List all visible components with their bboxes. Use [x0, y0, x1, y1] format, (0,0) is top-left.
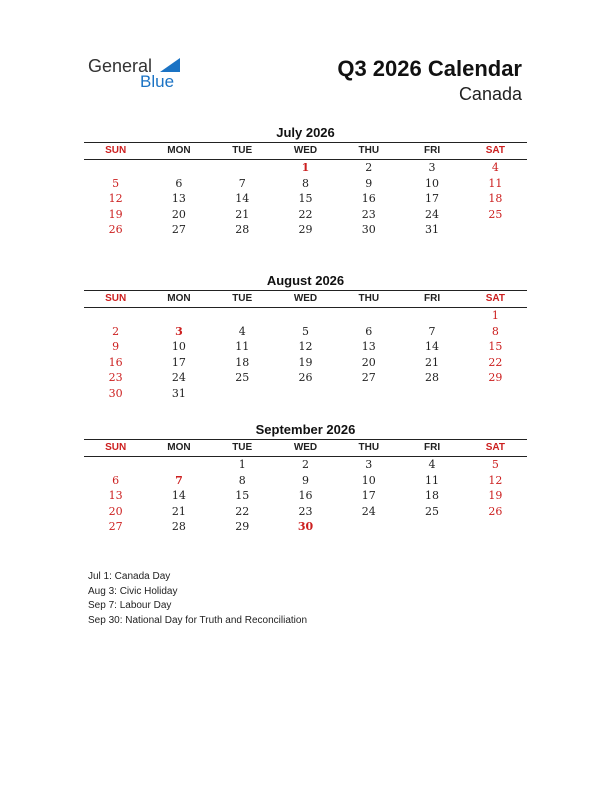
day-cell: 30 [361, 223, 376, 236]
day-cell: 25 [488, 207, 503, 221]
day-cell: 24 [425, 207, 440, 221]
day-cell: 12 [488, 473, 503, 487]
day-cell: 28 [235, 223, 250, 236]
empty-day-cell [274, 386, 337, 402]
day-cell: 19 [108, 207, 123, 221]
logo-blue-text: Blue [140, 72, 175, 91]
day-cell: 27 [108, 520, 123, 533]
day-cell: 2 [365, 161, 373, 174]
empty-day-cell [147, 160, 210, 176]
week-row [84, 160, 527, 176]
empty-day-cell [147, 308, 210, 324]
day-cell: 14 [425, 340, 440, 353]
day-cell: 16 [298, 489, 313, 502]
weekday-label: SUN [105, 145, 127, 156]
day-cell: 16 [108, 355, 123, 369]
weekday-label: SAT [485, 293, 505, 304]
day-cell: 7 [238, 176, 246, 190]
day-cell: 6 [112, 473, 120, 487]
day-cell: 24 [171, 371, 186, 384]
day-cell: 8 [301, 176, 309, 190]
week-row [84, 386, 527, 402]
day-cell: 6 [365, 324, 373, 338]
weekday-header [84, 142, 527, 160]
day-cell: 20 [108, 504, 123, 518]
day-cell: 26 [488, 504, 503, 518]
weekday-label: FRI [423, 442, 441, 453]
weekday-label: MON [167, 293, 191, 304]
empty-day-cell [211, 386, 274, 402]
weekday-label: WED [293, 293, 318, 304]
day-cell: 25 [425, 504, 440, 518]
day-cell: 28 [171, 520, 186, 533]
logo-general-text: General [88, 56, 153, 76]
day-cell: 19 [488, 489, 503, 502]
day-cell: 1 [238, 458, 246, 471]
empty-day-cell [400, 386, 463, 402]
weekday-label: FRI [423, 293, 441, 304]
weekday-label: THU [358, 145, 380, 156]
day-cell: 19 [298, 355, 313, 369]
weekday-header [84, 290, 527, 308]
week-row [84, 519, 527, 535]
day-cell: 3 [175, 324, 183, 338]
day-cell: 23 [108, 371, 123, 384]
day-cell: 22 [488, 355, 503, 369]
day-cell: 18 [425, 489, 440, 502]
week-row [84, 191, 527, 207]
day-cell: 17 [361, 489, 376, 502]
day-cell: 2 [301, 458, 309, 471]
week-row [84, 457, 527, 473]
empty-day-cell [337, 386, 400, 402]
day-cell: 14 [171, 489, 186, 502]
empty-day-cell [211, 308, 274, 324]
week-row [84, 339, 527, 355]
weekday-label: SAT [485, 145, 505, 156]
country-name: Canada [458, 84, 522, 104]
month-september [84, 421, 527, 535]
week-row [84, 488, 527, 504]
day-cell: 10 [171, 340, 186, 353]
logo-flag-icon [160, 58, 180, 72]
day-cell: 17 [425, 192, 440, 205]
weekday-label: THU [358, 293, 380, 304]
weekday-label: SAT [485, 442, 505, 453]
day-cell: 21 [235, 207, 250, 221]
week-row [84, 473, 527, 489]
day-cell: 18 [488, 192, 503, 205]
day-cell: 10 [425, 176, 440, 190]
day-cell: 27 [171, 223, 186, 236]
week-row [84, 308, 527, 324]
day-cell: 20 [361, 355, 376, 369]
month-grid [84, 308, 527, 401]
weekday-label: SUN [105, 442, 127, 453]
holiday-item: Jul 1: Canada Day [88, 571, 171, 582]
day-cell: 7 [175, 473, 183, 487]
day-cell: 12 [108, 192, 123, 205]
day-cell: 14 [235, 192, 250, 205]
weekday-label: TUE [232, 293, 253, 304]
day-cell: 8 [238, 473, 246, 487]
week-row [84, 207, 527, 223]
week-row [84, 355, 527, 371]
empty-day-cell [84, 160, 147, 176]
holiday-item: Sep 7: Labour Day [88, 600, 172, 611]
empty-day-cell [337, 308, 400, 324]
day-cell: 29 [488, 371, 503, 384]
day-cell: 9 [112, 340, 120, 353]
day-cell: 26 [298, 371, 313, 384]
empty-day-cell [464, 222, 527, 238]
week-row [84, 324, 527, 340]
day-cell: 2 [112, 324, 120, 338]
week-row [84, 176, 527, 192]
day-cell: 5 [301, 324, 309, 338]
day-cell: 27 [361, 371, 376, 384]
month-july [84, 124, 527, 238]
day-cell: 11 [488, 176, 503, 190]
day-cell: 23 [298, 504, 313, 518]
day-cell: 30 [108, 386, 123, 400]
day-cell: 4 [428, 458, 436, 471]
empty-day-cell [337, 519, 400, 535]
day-cell: 29 [235, 520, 250, 533]
day-cell: 16 [361, 192, 376, 205]
month-grid [84, 160, 527, 238]
empty-day-cell [400, 308, 463, 324]
day-cell: 9 [365, 176, 373, 190]
day-cell: 3 [365, 458, 373, 471]
empty-day-cell [84, 308, 147, 324]
day-cell: 15 [235, 489, 250, 502]
week-row [84, 370, 527, 386]
month-title: September 2026 [255, 422, 356, 437]
day-cell: 17 [171, 355, 186, 369]
weekday-label: FRI [423, 145, 441, 156]
day-cell: 26 [108, 223, 123, 236]
holiday-list [88, 570, 307, 628]
day-cell: 13 [108, 489, 123, 502]
day-cell: 11 [425, 473, 440, 487]
day-cell: 22 [235, 504, 250, 518]
weekday-label: TUE [232, 145, 253, 156]
week-row [84, 504, 527, 520]
empty-day-cell [84, 457, 147, 473]
weekday-label: MON [167, 145, 191, 156]
empty-day-cell [211, 160, 274, 176]
day-cell: 21 [171, 504, 186, 518]
day-cell: 24 [361, 504, 376, 518]
day-cell: 23 [361, 207, 376, 221]
month-grid [84, 457, 527, 535]
day-cell: 10 [361, 473, 376, 487]
day-cell: 28 [425, 371, 440, 384]
day-cell: 4 [238, 324, 246, 338]
weekday-label: WED [293, 145, 318, 156]
day-cell: 11 [235, 340, 250, 353]
day-cell: 18 [235, 355, 250, 369]
day-cell: 5 [491, 458, 499, 471]
empty-day-cell [274, 308, 337, 324]
day-cell: 4 [491, 161, 499, 174]
day-cell: 13 [171, 192, 186, 205]
day-cell: 20 [171, 207, 186, 221]
day-cell: 25 [235, 371, 250, 384]
weekday-label: WED [293, 442, 318, 453]
day-cell: 8 [491, 324, 499, 338]
empty-day-cell [464, 386, 527, 402]
logo [88, 56, 198, 96]
day-cell: 3 [428, 161, 436, 174]
day-cell: 1 [301, 161, 310, 174]
holiday-item: Aug 3: Civic Holiday [88, 585, 178, 597]
day-cell: 15 [298, 192, 313, 205]
day-cell: 21 [425, 355, 440, 369]
day-cell: 29 [298, 223, 313, 236]
empty-day-cell [464, 519, 527, 535]
week-row [84, 222, 527, 238]
month-title: August 2026 [266, 273, 345, 288]
day-cell: 22 [298, 207, 313, 221]
empty-day-cell [400, 519, 463, 535]
month-title: July 2026 [276, 125, 335, 140]
day-cell: 13 [361, 340, 376, 353]
day-cell: 1 [491, 309, 499, 322]
day-cell: 12 [298, 340, 313, 353]
day-cell: 30 [297, 520, 314, 533]
weekday-label: SUN [105, 293, 127, 304]
day-cell: 7 [428, 324, 436, 338]
day-cell: 31 [425, 223, 440, 236]
day-cell: 15 [488, 340, 503, 353]
day-cell: 31 [171, 386, 186, 400]
day-cell: 9 [301, 473, 309, 487]
weekday-label: TUE [232, 442, 253, 453]
day-cell: 5 [112, 176, 120, 190]
holiday-item: Sep 30: National Day for Truth and Reconciliation [88, 614, 308, 626]
empty-day-cell [147, 457, 210, 473]
day-cell: 6 [175, 176, 183, 190]
month-august [84, 272, 527, 401]
weekday-header [84, 439, 527, 457]
page-title: Q3 2026 Calendar [337, 56, 522, 81]
weekday-label: THU [358, 442, 380, 453]
weekday-label: MON [167, 442, 191, 453]
